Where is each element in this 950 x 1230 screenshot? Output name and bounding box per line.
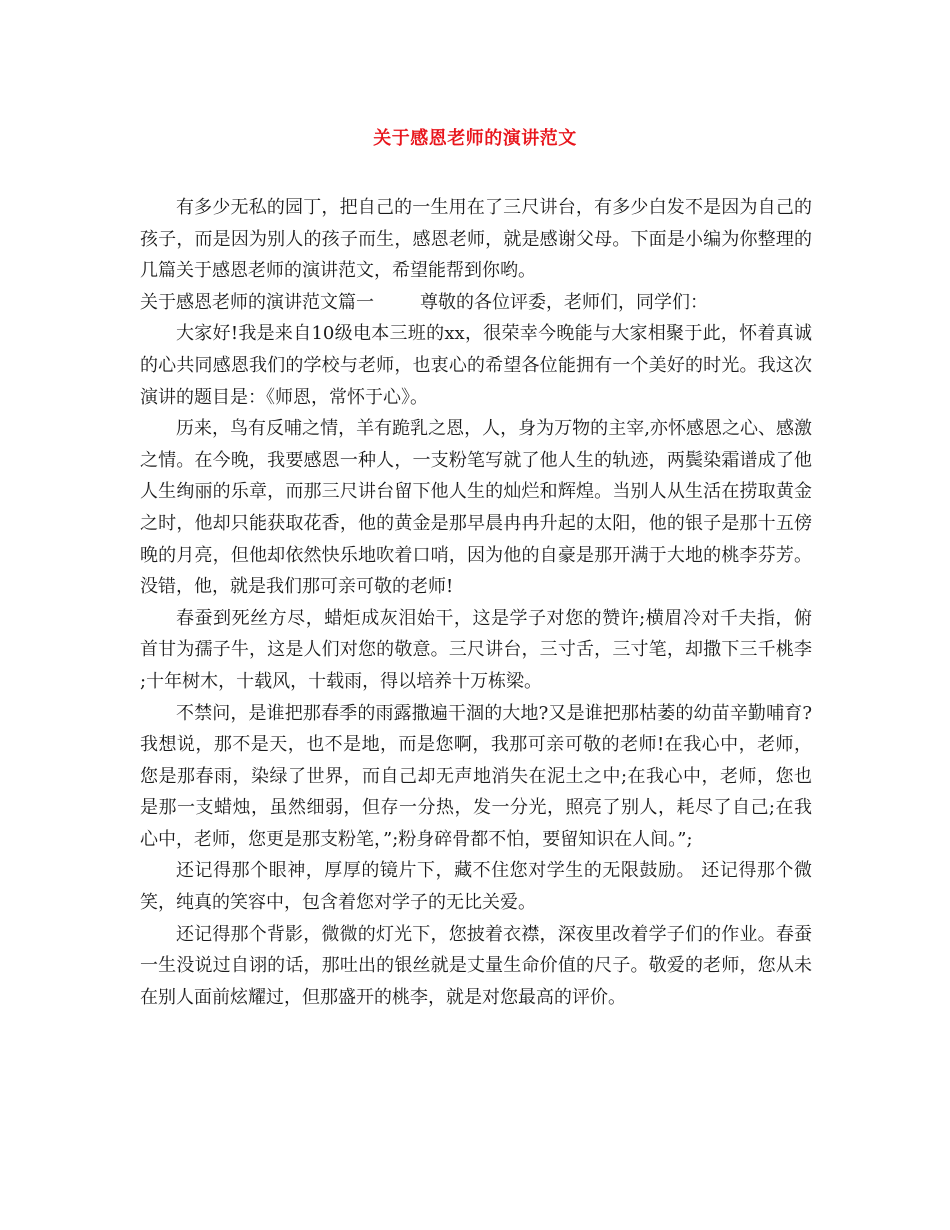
section-heading: 关于感恩老师的演讲范文篇一 bbox=[140, 291, 374, 313]
body-paragraph-3: 春蚕到死丝方尽，蜡炬成灰泪始干，这是学子对您的赞许;横眉冷对千夫指，俯首甘为孺子牛，这是人们对您的敬意。三尺讲台，三寸舌，三寸笔，却撒下三千桃李 ;十年树木，十载风，十载雨，得以培养十万栋梁。 bbox=[140, 607, 812, 692]
body-paragraph-4: 不禁问，是谁把那春季的雨露撒遍干涸的大地?又是谁把那枯萎的幼苗辛勤哺育?我想说，那不是天，也不是地，而是您啊，我那可亲可敬的老师!在我心中，老师，您是那春雨，染绿了世界，而自己却无声地消失在泥土之中;在我心中，老师，您也是那一支蜡烛，虽然细弱，但存一分热，发一分光，照亮了别人，耗尽了自己;在我心中，老师，您更是那支粉笔，”;粉身碎骨都不怕，要留知识在人间。”; bbox=[140, 702, 812, 850]
body-paragraph-6: 还记得那个背影，微微的灯光下，您披着衣襟，深夜里改着学子们的作业。春蚕一生没说过自诩的话，那吐出的银丝就是丈量生命价值的尺子。敬爱的老师，您从未在别人面前炫耀过，但那盛开的桃李，就是对您最高的评价。 bbox=[140, 923, 812, 1008]
section-heading-line bbox=[140, 287, 812, 319]
intro-paragraph: 有多少无私的园丁，把自己的一生用在了三尺讲台，有多少白发不是因为自己的孩子，而是因为别人的孩子而生，感恩老师，就是感谢父母。下面是小编为你整理的几篇关于感恩老师的演讲范文，希望能帮到你哟。 bbox=[140, 197, 812, 282]
salutation: 尊敬的各位评委，老师们，同学们： bbox=[420, 291, 708, 313]
body-paragraph-5: 还记得那个眼神，厚厚的镜片下，藏不住您对学生的无限鼓励。 还记得那个微笑，纯真的笑容中，包含着您对学子的无比关爱。 bbox=[140, 860, 812, 914]
body-paragraph-2: 历来，鸟有反哺之情，羊有跪乳之恩，人，身为万物的主宰,亦怀感恩之心、感激之情。在今晚，我要感恩一种人，一支粉笔写就了他人生的轨迹，两鬓染霜谱成了他人生绚丽的乐章，而那三尺讲台留下他人生的灿烂和辉煌。当别人从生活在捞取黄金之时，他却只能获取花香，他的黄金是那早晨冉冉升起的太阳，他的银子是那十五傍晚的月亮，但他却依然快乐地吹着口哨，因为他的自豪是那开满于大地的桃李芬芳。没错，他，就是我们那可亲可敬的老师! bbox=[140, 418, 812, 598]
body-paragraph-1: 大家好!我是来自10级电本三班的xx，很荣幸今晚能与大家相聚于此，怀着真诚的心共同感恩我们的学校与老师，也衷心的希望各位能拥有一个美好的时光。我这次演讲的题目是：《师恩，常怀于心》。 bbox=[140, 323, 812, 408]
document-body bbox=[140, 192, 812, 1013]
document-title: 关于感恩老师的演讲范文 bbox=[373, 128, 577, 149]
